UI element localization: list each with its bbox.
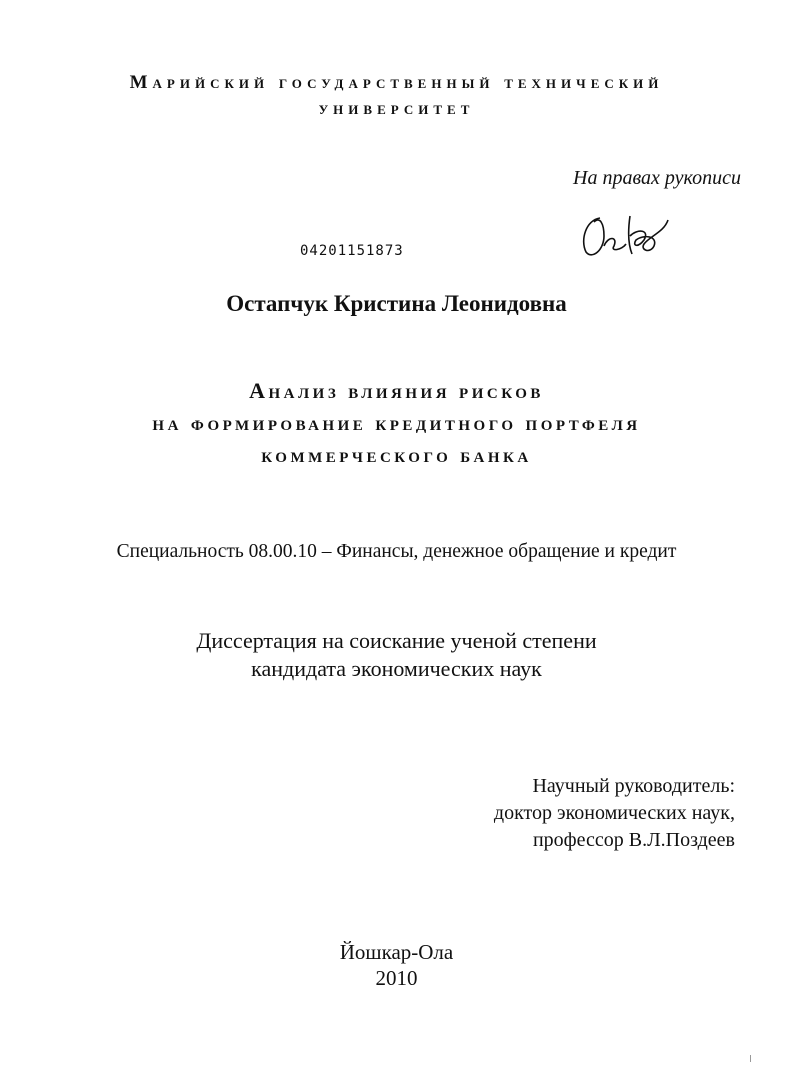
year: 2010 [375,966,418,990]
university-name-line1: Марийский государственный технический [129,72,664,93]
manuscript-note: На правах рукописи [573,167,741,189]
degree-line1: Диссертация на соискание ученой степени [196,628,597,653]
catalog-number: 04201151873 [300,243,404,259]
advisor-name: профессор В.Л.Поздеев [532,829,735,851]
city: Йошкар-Ола [339,940,454,964]
title-line2: на формирование кредитного портфеля [152,410,641,435]
signature [578,210,678,260]
advisor-label: Научный руководитель: [532,775,735,797]
degree-line2: кандидата экономических наук [251,656,542,681]
advisor-degree: доктор экономических наук, [493,802,735,824]
advisor-block [494,773,735,854]
title-line1: Анализ влияния рисков [249,378,544,403]
university-name-line2: университет [318,98,475,119]
title-line3: коммерческого банка [261,442,532,467]
scan-mark [750,1055,751,1062]
author-name: Остапчук Кристина Леонидовна [226,291,567,316]
specialty: Специальность 08.00.10 – Финансы, денежное обращение и кредит [116,541,677,562]
